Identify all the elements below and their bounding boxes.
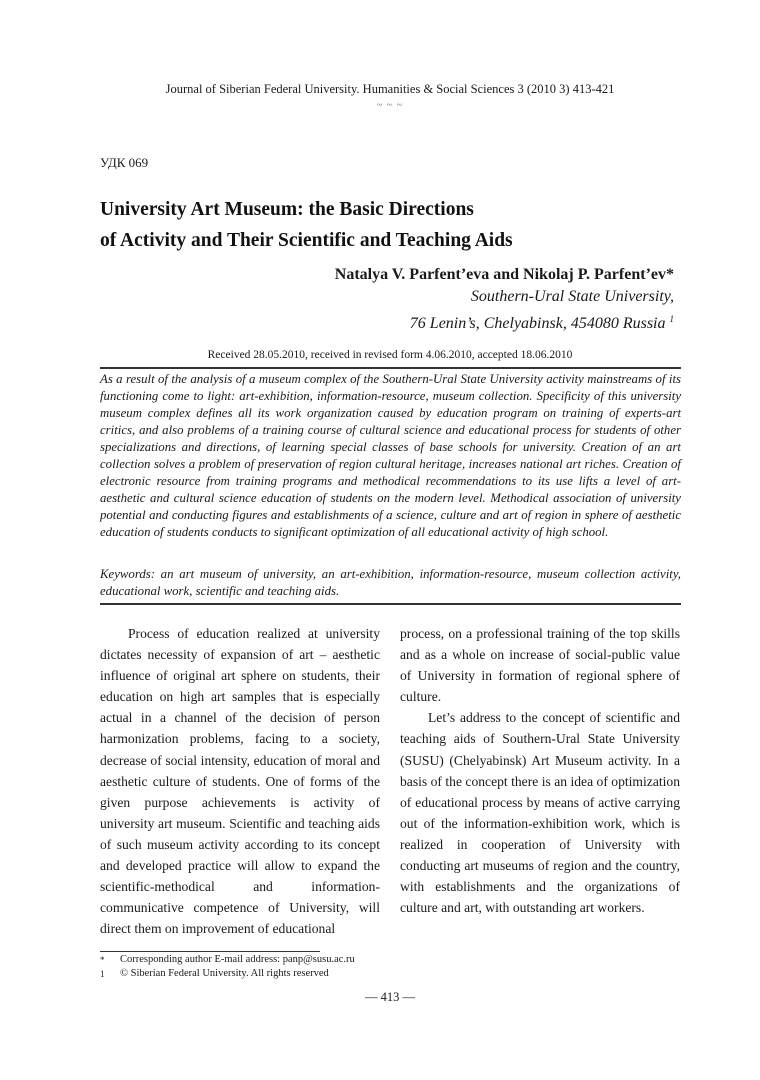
footnote-corresponding-author <box>100 953 355 967</box>
footnote-text: Corresponding author E-mail address: panp@susu.ac.ru <box>120 954 355 965</box>
affiliation-line-2 <box>335 308 674 335</box>
footnote-text: © Siberian Federal University. All rights reserved <box>120 968 329 979</box>
affiliation-footnote-mark: 1 <box>669 314 674 324</box>
abstract: As a result of the analysis of a museum complex of the Southern-Ural State University activity mainstreams of its functioning come to light: art-exhibition, information-resource, museum collection. Specificity of this university museum complex defines all its work organization caused by education program on training of experts-art critics, and also problems of a training course of cultural science and educational process for students of other specializations and directions, of learning special classes of base schools for university. Creation of an art collection solves a problem of preservation of region cultural heritage, increases national art riches. Creation of electronic resource from training programs and methodical recommendations to its use lifts a level of art-aesthetic and cultural science education of students on the modern level. Methodical association of university potential and conducting figures and establishments of a science, culture and art of region in sphere of aesthetic education of students conducts to significant optimization of all educational activity of high school. <box>100 372 681 539</box>
article-title <box>100 194 513 256</box>
udk-code: УДК 069 <box>100 155 149 170</box>
page-number: — 413 — <box>365 990 415 1004</box>
journal-header: Journal of Siberian Federal University. Humanities & Social Sciences 3 (2010 3) 413-421 <box>165 82 615 96</box>
keywords: Keywords: an art museum of university, an art-exhibition, information-resource, museum collection activity, educational work, scientific and teaching aids. <box>100 567 681 598</box>
footnote-mark: 1 <box>100 969 105 979</box>
footnote-mark: * <box>100 955 105 965</box>
body-paragraph: Process of education realized at university dictates necessity of expansion of art – aesthetic influence of original art sphere on students, their education on high art samples that is especially actual in a channel of the decision of person harmonization problems, facing to a society, decrease of social intensity, education of moral and aesthetic culture of students. One of forms of the given purpose achievements is activity of university art museum. Scientific and teaching aids of such museum activity according to its concept and developed practice will allow to expand the scientific-methodical and information-communicative competence of University, will direct them on improvement of educational <box>100 626 380 937</box>
abstract-bottom-rule <box>100 603 681 605</box>
footnote-rule <box>100 951 320 952</box>
author-block <box>335 264 674 335</box>
title-line-2: of Activity and Their Scientific and Teaching Aids <box>100 230 513 251</box>
received-dates: Received 28.05.2010, received in revised form 4.06.2010, accepted 18.06.2010 <box>207 349 573 361</box>
body-column-left <box>100 623 380 939</box>
footnote-copyright <box>100 967 355 981</box>
body-paragraph-continuation: process, on a professional training of the top skills and as a whole on increase of social-public value of University in formation of regional sphere of culture. <box>400 626 680 705</box>
header-separator: ~ ~ ~ <box>376 100 404 111</box>
body-column-right <box>400 623 680 918</box>
affiliation-line-1: Southern-Ural State University, <box>470 288 674 305</box>
body-paragraph: Let’s address to the concept of scientific and teaching aids of Southern-Ural State University (SUSU) (Chelyabinsk) Art Museum activity. In a basis of the concept there is an idea of optimization of educational process by means of active carrying out of the information-exhibition work, which is realized in cooperation of University with conducting art museums of region and the country, with establishments and the organizations of culture and art, with outstanding art workers. <box>400 710 680 916</box>
author-names: Natalya V. Parfent’eva and Nikolaj P. Parfent’ev* <box>334 266 674 283</box>
affiliation-address: 76 Lenin’s, Chelyabinsk, 454080 Russia <box>409 315 666 332</box>
footnotes <box>100 953 355 981</box>
title-line-1: University Art Museum: the Basic Directions <box>100 199 474 220</box>
abstract-top-rule <box>100 367 681 369</box>
